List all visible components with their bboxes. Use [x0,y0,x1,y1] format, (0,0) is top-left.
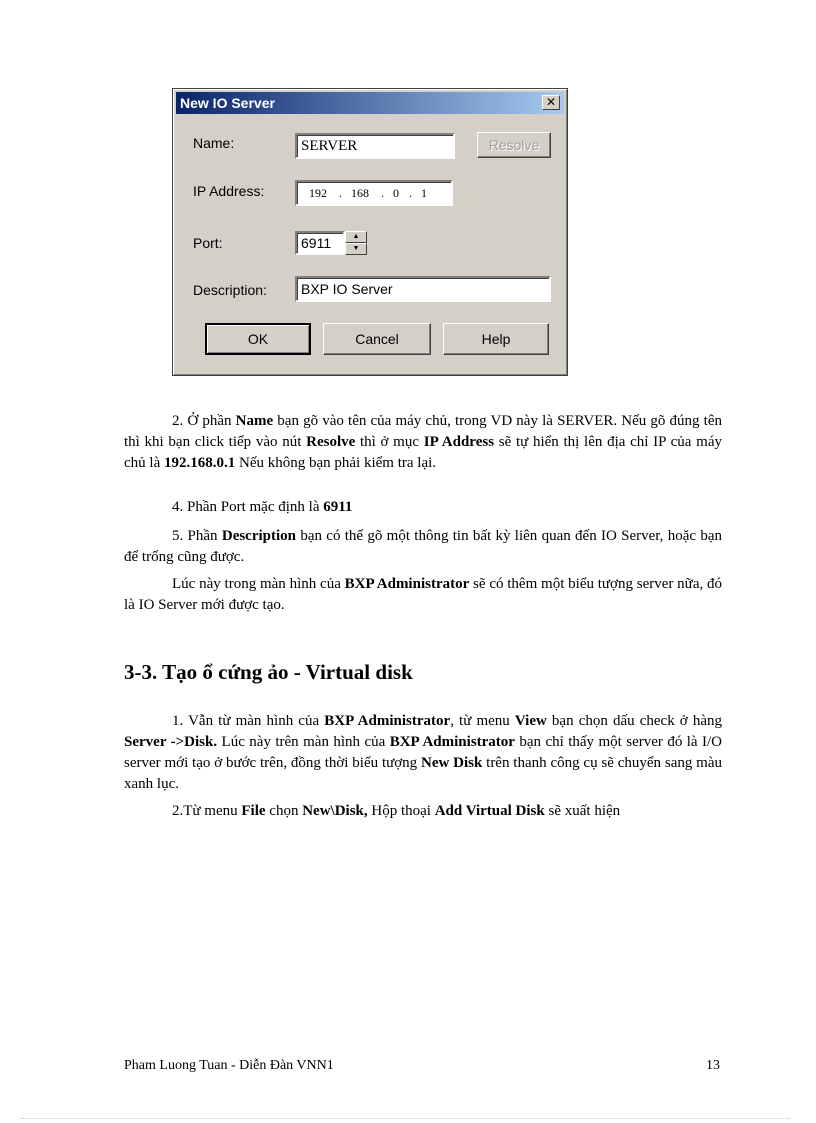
bold-term: New\Disk, [302,803,368,819]
ip-separator: . [381,186,384,200]
help-button[interactable]: Help [443,323,549,355]
bold-term: Resolve [306,434,356,450]
close-icon[interactable]: ✕ [542,95,560,110]
ok-button[interactable]: OK [205,323,311,355]
bold-term: Name [235,413,274,429]
ip-address-input[interactable] [295,180,453,206]
name-label: Name: [193,135,235,151]
bold-term: Add Virtual Disk [434,803,545,819]
dialog-title: New IO Server [180,95,275,111]
cancel-button[interactable]: Cancel [323,323,431,355]
bold-term: BXP Administrator [389,734,515,750]
bold-term: IP Address [423,434,495,450]
ip-octet-1: 192 [309,186,327,200]
section-heading: 3-3. Tạo ổ cứng ảo - Virtual disk [124,660,413,684]
bold-term: New Disk [421,755,483,771]
port-label: Port: [193,235,223,251]
bold-term: Server ->Disk. [124,734,218,750]
paragraph-file-menu: 2.Từ menu File chọn New\Disk, Hộp thoại Add Virtual Disk sẽ xuất hiện [172,803,621,819]
paragraph-bxp-admin: Lúc này trong màn hình của BXP Administrator sẽ có thêm một biểu tượng server nữa, đó là IO Server mới được tạo. [124,576,723,613]
spin-up-icon[interactable]: ▲ [345,231,367,243]
spin-down-icon[interactable]: ▼ [345,243,367,255]
port-stepper[interactable] [345,231,367,255]
bold-term: Description [221,528,297,544]
ip-separator: . [409,186,412,200]
dialog-titlebar[interactable] [176,92,564,114]
name-input[interactable]: SERVER [295,133,455,159]
description-label: Description: [193,282,267,298]
paragraph-view-menu: 1. Vẫn từ màn hình của BXP Administrator, từ menu View bạn chọn dấu check ở hàng Server ->Disk. Lúc này trên màn hình của BXP Administrator bạn chỉ thấy một server đó là I/O server mới tạo ở bước trên, đồng thời biểu tượng New Disk trên thanh công cụ sẽ chuyển sang màu xanh lục. [124,713,723,792]
bold-term: View [514,713,547,729]
ip-address-label: IP Address: [193,183,265,199]
bold-term: 6911 [323,499,353,515]
paragraph-name-field: 2. Ở phần Name bạn gõ vào tên của máy chủ, trong VD này là SERVER. Nếu gõ đúng tên thì khi bạn click tiếp vào nút Resolve thì ở mục IP Address sẽ tự hiển thị lên địa chỉ IP của máy chủ là 192.168.0.1 Nếu không bạn phải kiểm tra lại. [124,413,722,471]
ip-octet-2: 168 [351,186,369,200]
page-number: 13 [706,1058,720,1073]
paragraph-port: 4. Phần Port mặc định là 6911 [172,499,353,515]
ip-octet-3: 0 [393,186,399,200]
paragraph-description: 5. Phần Description bạn có thể gõ một thông tin bất kỳ liên quan đến IO Server, hoặc bạn để trống cũng được. [124,528,723,565]
ip-octet-4: 1 [421,186,427,200]
footer-author: Pham Luong Tuan - Diễn Đàn VNN1 [124,1058,334,1073]
bold-term: File [241,803,266,819]
bold-term: BXP Administrator [344,576,470,592]
description-input[interactable]: BXP IO Server [295,276,551,302]
port-input[interactable]: 6911 [295,231,345,255]
page-bottom-rule [20,1118,790,1119]
bold-term: 192.168.0.1 [163,455,236,471]
bold-term: BXP Administrator [324,713,451,729]
resolve-button[interactable]: Resolve [477,132,551,158]
new-io-server-dialog [172,88,568,376]
ip-separator: . [339,186,342,200]
